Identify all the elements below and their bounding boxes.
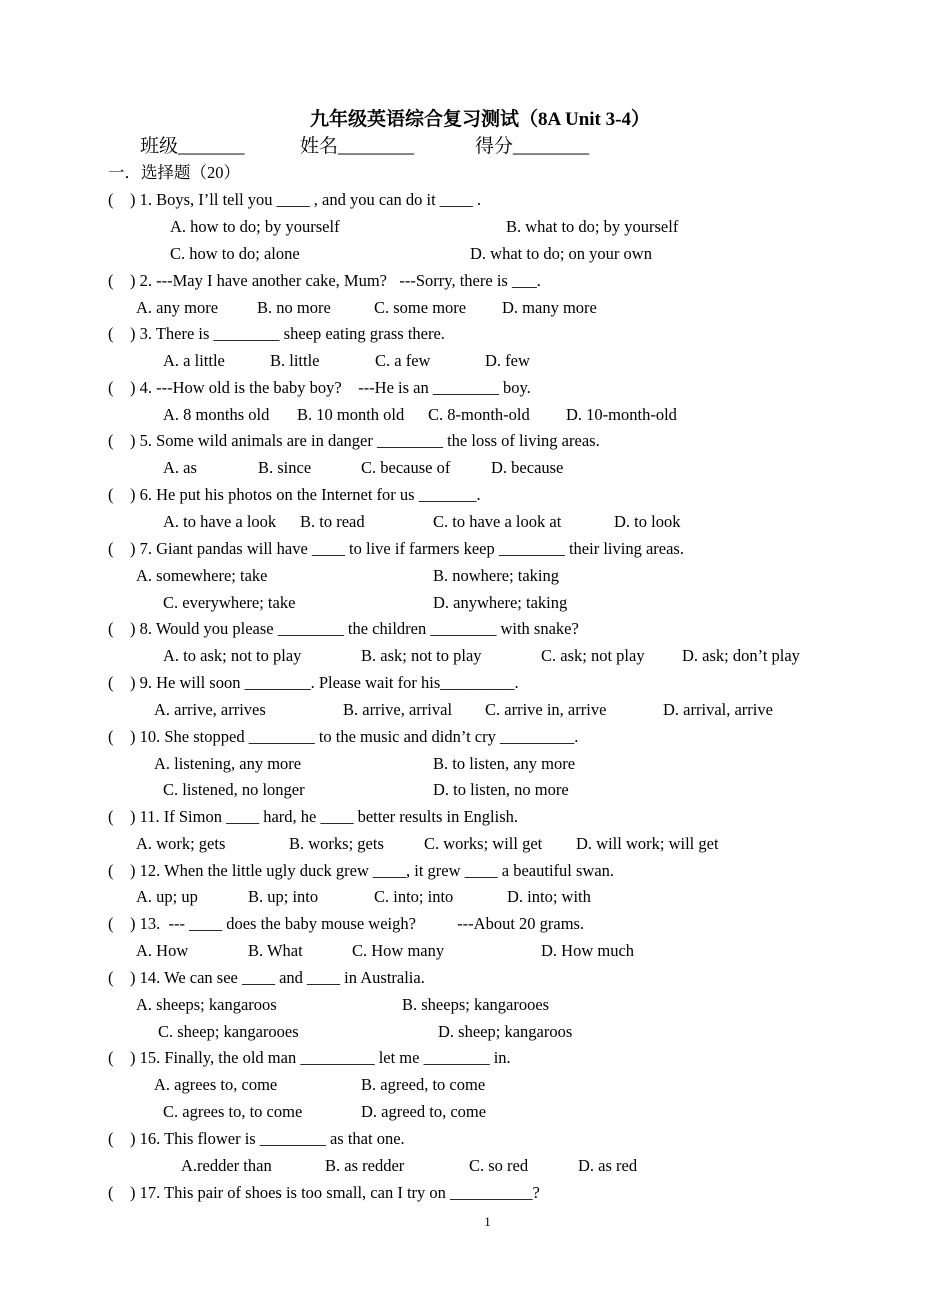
option-15a: A. agrees to, come xyxy=(154,1075,278,1094)
question-4: ( ) 4. ---How old is the baby boy? ---He is an ________ boy. xyxy=(108,378,531,397)
option-3c: C. a few xyxy=(375,351,431,370)
question-7: ( ) 7. Giant pandas will have ____ to live if farmers keep ________ their living areas. xyxy=(108,539,684,558)
question-1: ( ) 1. Boys, I’ll tell you ____ , and you can do it ____ . xyxy=(108,190,482,209)
option-11b: B. works; gets xyxy=(289,834,384,853)
option-7a: A. somewhere; take xyxy=(136,566,268,585)
option-7b: B. nowhere; taking xyxy=(433,566,560,585)
option-10a: A. listening, any more xyxy=(154,754,302,773)
option-4c: C. 8-month-old xyxy=(428,405,530,424)
option-14a: A. sheeps; kangaroos xyxy=(136,995,277,1014)
option-11c: C. works; will get xyxy=(424,834,543,853)
option-13a: A. How xyxy=(136,941,189,960)
option-10b: B. to listen, any more xyxy=(433,754,576,773)
option-3b: B. little xyxy=(270,351,320,370)
option-8b: B. ask; not to play xyxy=(361,646,482,665)
question-10: ( ) 10. She stopped ________ to the music and didn’t cry _________. xyxy=(108,727,579,746)
option-3a: A. a little xyxy=(163,351,225,370)
question-15: ( ) 15. Finally, the old man _________ let me ________ in. xyxy=(108,1048,511,1067)
option-4a: A. 8 months old xyxy=(163,405,270,424)
question-16: ( ) 16. This flower is ________ as that one. xyxy=(108,1129,405,1148)
option-1a: A. how to do; by yourself xyxy=(170,217,340,236)
option-4d: D. 10-month-old xyxy=(566,405,677,424)
option-1c: C. how to do; alone xyxy=(170,244,300,263)
option-12d: D. into; with xyxy=(507,887,591,906)
option-5a: A. as xyxy=(163,458,197,477)
option-6d: D. to look xyxy=(614,512,681,531)
option-8d: D. ask; don’t play xyxy=(682,646,800,665)
option-7c: C. everywhere; take xyxy=(163,593,296,612)
option-9c: C. arrive in, arrive xyxy=(485,700,607,719)
page-title: 九年级英语综合复习测试（8A Unit 3-4） xyxy=(310,109,650,130)
option-6a: A. to have a look xyxy=(163,512,277,531)
section-heading: 一．选择题（20） xyxy=(108,163,240,182)
option-9b: B. arrive, arrival xyxy=(343,700,453,719)
option-13c: C. How many xyxy=(352,941,445,960)
option-10d: D. to listen, no more xyxy=(433,780,569,799)
option-1b: B. what to do; by yourself xyxy=(506,217,679,236)
question-3: ( ) 3. There is ________ sheep eating grass there. xyxy=(108,324,445,343)
option-9a: A. arrive, arrives xyxy=(154,700,266,719)
option-2d: D. many more xyxy=(502,298,597,317)
option-15d: D. agreed to, come xyxy=(361,1102,487,1121)
option-16a: A.redder than xyxy=(181,1156,272,1175)
score-field: 得分________ xyxy=(475,136,590,157)
option-16c: C. so red xyxy=(469,1156,529,1175)
question-17: ( ) 17. This pair of shoes is too small, can I try on __________? xyxy=(108,1183,540,1202)
option-4b: B. 10 month old xyxy=(297,405,405,424)
option-8c: C. ask; not play xyxy=(541,646,645,665)
option-9d: D. arrival, arrive xyxy=(663,700,773,719)
option-16b: B. as redder xyxy=(325,1156,405,1175)
question-5: ( ) 5. Some wild animals are in danger ________ the loss of living areas. xyxy=(108,431,600,450)
student-info-row xyxy=(140,133,700,161)
option-1d: D. what to do; on your own xyxy=(470,244,652,263)
question-12: ( ) 12. When the little ugly duck grew ____, it grew ____ a beautiful swan. xyxy=(108,861,615,880)
option-3d: D. few xyxy=(485,351,530,370)
option-14b: B. sheeps; kangarooes xyxy=(402,995,550,1014)
option-12b: B. up; into xyxy=(248,887,319,906)
option-2a: A. any more xyxy=(136,298,219,317)
option-7d: D. anywhere; taking xyxy=(433,593,568,612)
option-10c: C. listened, no longer xyxy=(163,780,305,799)
option-14d: D. sheep; kangaroos xyxy=(438,1022,573,1041)
name-field: 姓名________ xyxy=(300,136,415,157)
option-5c: C. because of xyxy=(361,458,451,477)
question-6: ( ) 6. He put his photos on the Internet for us _______. xyxy=(108,485,481,504)
option-12a: A. up; up xyxy=(136,887,198,906)
class-field: 班级_______ xyxy=(140,136,245,157)
option-16d: D. as red xyxy=(578,1156,638,1175)
question-8: ( ) 8. Would you please ________ the children ________ with snake? xyxy=(108,619,579,638)
option-12c: C. into; into xyxy=(374,887,454,906)
option-2c: C. some more xyxy=(374,298,467,317)
option-15c: C. agrees to, to come xyxy=(163,1102,303,1121)
page-number: 1 xyxy=(484,1214,491,1229)
option-8a: A. to ask; not to play xyxy=(163,646,302,665)
option-6c: C. to have a look at xyxy=(433,512,562,531)
question-2: ( ) 2. ---May I have another cake, Mum? ---Sorry, there is ___. xyxy=(108,271,541,290)
option-11a: A. work; gets xyxy=(136,834,226,853)
option-14c: C. sheep; kangarooes xyxy=(158,1022,299,1041)
option-5b: B. since xyxy=(258,458,312,477)
question-14: ( ) 14. We can see ____ and ____ in Australia. xyxy=(108,968,425,987)
option-6b: B. to read xyxy=(300,512,365,531)
option-2b: B. no more xyxy=(257,298,331,317)
question-11: ( ) 11. If Simon ____ hard, he ____ better results in English. xyxy=(108,807,518,826)
option-11d: D. will work; will get xyxy=(576,834,719,853)
option-15b: B. agreed, to come xyxy=(361,1075,486,1094)
question-13: ( ) 13. --- ____ does the baby mouse weigh? ---About 20 grams. xyxy=(108,914,585,933)
option-13b: B. What xyxy=(248,941,303,960)
question-9: ( ) 9. He will soon ________. Please wait for his_________. xyxy=(108,673,519,692)
option-5d: D. because xyxy=(491,458,564,477)
option-13d: D. How much xyxy=(541,941,635,960)
